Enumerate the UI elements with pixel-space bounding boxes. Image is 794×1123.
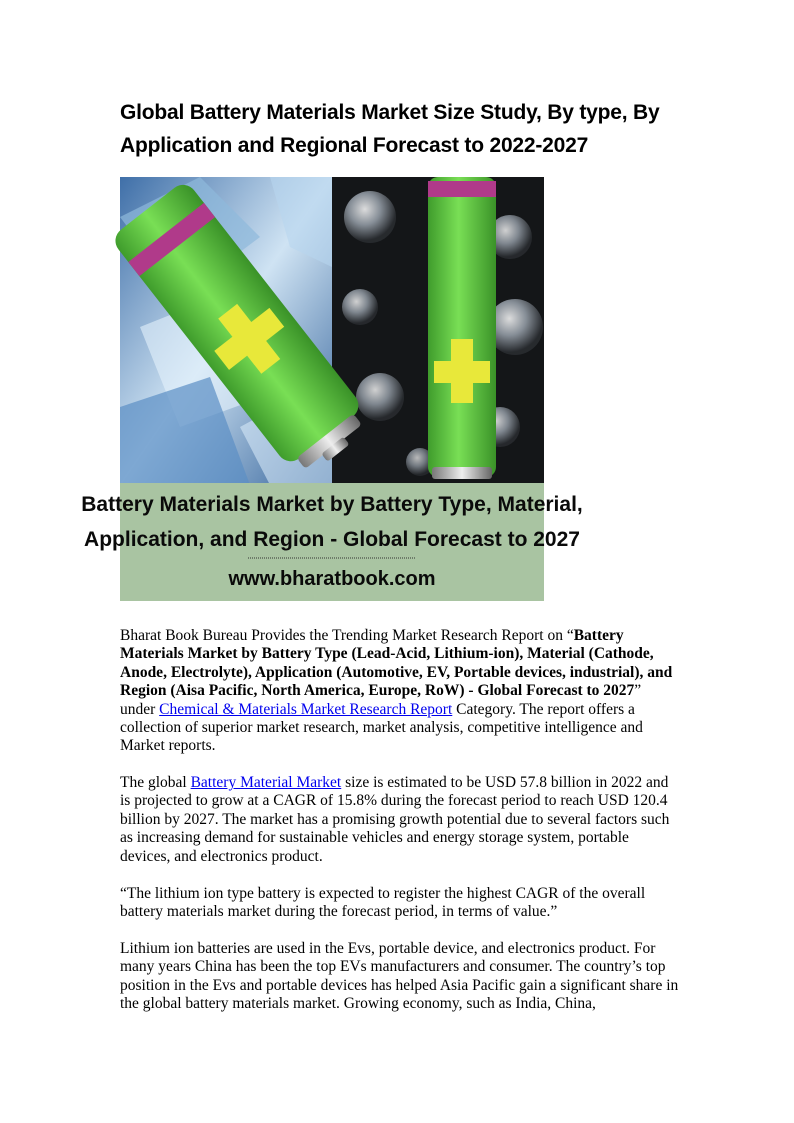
banner-caption-line2: Application, and Region - Global Forecast to 2027 <box>84 528 580 551</box>
intro-mid: ” under <box>120 682 642 718</box>
intro-paragraph <box>120 627 680 756</box>
intro-lead: Bharat Book Bureau Provides the Trending Market Research Report on “ <box>120 627 574 644</box>
banner-caption-line1: Battery Materials Market by Battery Type, Material, <box>81 493 583 516</box>
category-link[interactable]: Chemical & Materials Market Research Report <box>159 700 453 718</box>
document-title: Global Battery Materials Market Size Study, By type, By Application and Regional Forecast to 2022-2027 <box>120 101 660 157</box>
intro-tail: Category. The report offers a collection of superior market research, market analysis, competitive intelligence and Market reports. <box>120 700 643 755</box>
report-title-bold: Battery Materials Market by Battery Type (Lead-Acid, Lithium-ion), Material (Cathode, Anode, Electrolyte), Application (Automotive, EV, Portable devices, industrial), and Region (Aisa Pacific, North America, Europe, RoW) - Global Forecast to 2027 <box>120 627 673 700</box>
market-size-tail: size is estimated to be USD 57.8 billion in 2022 and is projected to grow at a CAGR of 15.8% during the forecast period to reach USD 120.4 billion by 2027. The market has a promising growth potential due to several factors such as increasing demand for sustainable vehicles and energy storage system, portable devices, and electronics product. <box>120 774 670 865</box>
quote-paragraph: “The lithium ion type battery is expected to register the highest CAGR of the overall battery materials market during the forecast period, in terms of value.” <box>120 885 646 921</box>
lithium-ion-paragraph: Lithium ion batteries are used in the Evs, portable device, and electronics product. For many years China has been the top EVs manufacturers and consumer. The country’s top position in the Evs and portable devices has helped Asia Pacific gain a significant share in the global battery materials market. Growing economy, such as India, China, <box>120 940 679 1013</box>
battery-material-market-link[interactable]: Battery Material Market <box>190 774 342 791</box>
banner-image <box>81 177 583 601</box>
battery-illustration <box>81 177 583 601</box>
market-size-paragraph <box>120 774 680 866</box>
banner-url: www.bharatbook.com <box>228 568 436 590</box>
market-size-lead: The global <box>120 774 191 791</box>
